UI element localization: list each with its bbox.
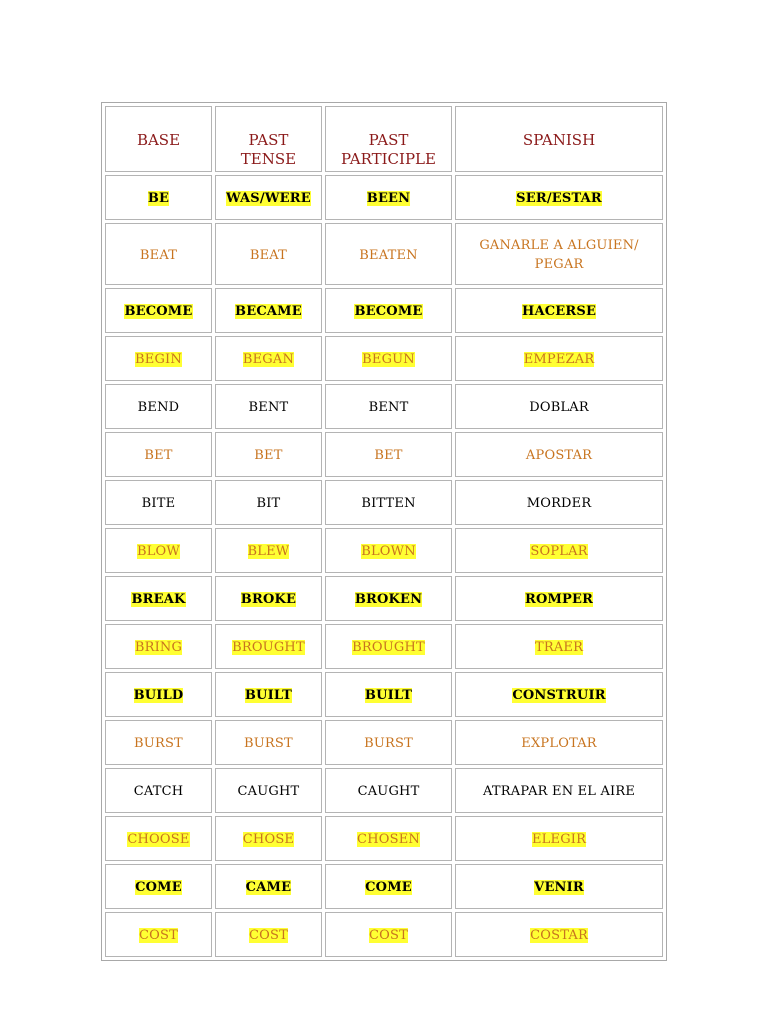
cell-base [105,480,212,525]
verb-base: BURST [134,736,183,751]
cell-base [105,816,212,861]
verb-base: BUILD [133,688,184,703]
cell-spanish [455,672,663,717]
header-base [105,106,212,172]
table-row [105,864,663,909]
verb-base: BITE [141,496,176,511]
verb-past: BECAME [235,304,302,319]
verb-participle: BEGUN [362,352,415,367]
header-spanish [455,106,663,172]
verb-spanish: SER/ESTAR [516,191,602,206]
cell-base [105,528,212,573]
cell-base [105,624,212,669]
table-row [105,288,663,333]
cell-past [215,432,322,477]
verb-participle: BEATEN [359,247,418,263]
verb-spanish: GANARLE A ALGUIEN/ PEGAR [479,238,639,272]
cell-base [105,912,212,957]
verb-past: BIT [256,496,281,511]
verb-spanish: COSTAR [530,928,588,943]
verb-participle: CHOSEN [357,832,420,847]
verb-base: BEAT [139,247,178,263]
cell-participle [325,720,452,765]
cell-past [215,528,322,573]
cell-base [105,720,212,765]
cell-past [215,720,322,765]
verb-base: COME [135,880,182,895]
verb-past: BEGAN [242,352,295,367]
header-past-participle [325,106,452,172]
verb-participle: COST [369,928,408,943]
cell-spanish [455,288,663,333]
cell-spanish [455,576,663,621]
table-row [105,576,663,621]
irregular-verbs-table [101,102,667,961]
verb-spanish: CONSTRUIR [512,688,606,703]
verb-participle: BENT [368,400,409,415]
cell-past [215,384,322,429]
cell-base [105,384,212,429]
table-row [105,624,663,669]
cell-spanish [455,384,663,429]
verb-spanish: MORDER [526,496,592,511]
verb-spanish: SOPLAR [530,544,588,559]
cell-participle [325,912,452,957]
verb-spanish: EMPEZAR [523,352,595,367]
verb-past: COST [248,928,288,943]
cell-base [105,175,212,220]
header-past-tense-label: PAST TENSE [240,131,297,168]
table-row [105,768,663,813]
verb-spanish: EXPLOTAR [521,736,597,751]
verb-base: BEND [137,400,180,415]
cell-participle [325,175,452,220]
cell-participle [325,528,452,573]
verb-base: BREAK [131,592,186,607]
verb-participle: BECOME [354,304,423,319]
verb-base: BE [147,191,170,206]
cell-participle [325,624,452,669]
verb-participle: BURST [364,736,413,751]
cell-base [105,864,212,909]
verb-participle: BROKEN [354,592,423,607]
table-row [105,384,663,429]
verb-spanish: APOSTAR [525,448,593,463]
table-row [105,672,663,717]
verb-past: BURST [244,736,293,751]
cell-participle [325,576,452,621]
header-past-tense [215,106,322,172]
cell-participle [325,384,452,429]
cell-spanish [455,223,663,285]
cell-base [105,336,212,381]
verb-participle: BITTEN [361,496,416,511]
cell-spanish [455,175,663,220]
verb-base: BECOME [124,304,193,319]
cell-base [105,432,212,477]
verb-participle: COME [365,880,412,895]
cell-past [215,336,322,381]
verb-spanish: ROMPER [524,592,594,607]
table-row [105,336,663,381]
verb-base: BLOW [136,544,180,559]
cell-base [105,672,212,717]
verb-past: BENT [248,400,289,415]
verb-participle: BLOWN [361,544,416,559]
verb-spanish: DOBLAR [529,400,589,415]
verb-spanish: TRAER [534,640,584,655]
cell-past [215,288,322,333]
cell-past [215,576,322,621]
table-row [105,480,663,525]
verb-participle: BUILT [364,688,413,703]
verb-past: CAUGHT [237,784,300,799]
cell-participle [325,336,452,381]
verb-past: BET [254,448,283,463]
cell-spanish [455,528,663,573]
cell-spanish [455,432,663,477]
cell-past [215,223,322,285]
verb-base: CATCH [133,784,184,799]
cell-past [215,624,322,669]
cell-past [215,912,322,957]
table-row [105,432,663,477]
cell-participle [325,223,452,285]
table-row [105,720,663,765]
verb-participle: BET [374,448,403,463]
verb-base: BET [144,448,173,463]
cell-spanish [455,480,663,525]
verb-base: BEGIN [135,352,182,367]
cell-participle [325,480,452,525]
cell-past [215,175,322,220]
cell-participle [325,432,452,477]
header-spanish-label: SPANISH [522,131,596,149]
table-row [105,175,663,220]
header-past-participle-label: PAST PARTICIPLE [341,131,436,168]
cell-participle [325,816,452,861]
cell-participle [325,672,452,717]
cell-participle [325,768,452,813]
verb-past: BLEW [247,544,290,559]
cell-spanish [455,864,663,909]
verb-past: BEAT [249,247,288,263]
cell-spanish [455,768,663,813]
table-row [105,223,663,285]
verb-participle: BROUGHT [352,640,425,655]
cell-spanish [455,912,663,957]
cell-past [215,768,322,813]
verb-past: BUILT [244,688,293,703]
verb-spanish: HACERSE [521,304,597,319]
cell-spanish [455,336,663,381]
table-header-row [105,106,663,172]
verb-base: CHOOSE [127,832,190,847]
cell-base [105,768,212,813]
cell-base [105,576,212,621]
table-row [105,816,663,861]
cell-spanish [455,624,663,669]
table-row [105,912,663,957]
verb-spanish: ELEGIR [531,832,587,847]
header-base-label: BASE [136,131,181,149]
verb-past: CAME [245,880,292,895]
table-row [105,528,663,573]
verb-participle: CAUGHT [357,784,420,799]
cell-past [215,672,322,717]
cell-past [215,480,322,525]
verb-past: WAS/WERE [226,191,311,206]
verb-past: BROKE [240,592,297,607]
cell-past [215,816,322,861]
verb-past: CHOSE [242,832,295,847]
cell-spanish [455,816,663,861]
cell-participle [325,864,452,909]
verb-base: BRING [134,640,183,655]
verb-base: COST [138,928,178,943]
cell-past [215,864,322,909]
cell-spanish [455,720,663,765]
verb-past: BROUGHT [232,640,305,655]
cell-base [105,223,212,285]
verb-participle: BEEN [366,191,411,206]
cell-participle [325,288,452,333]
verb-spanish: VENIR [534,880,584,895]
verb-spanish: ATRAPAR EN EL AIRE [483,784,636,799]
cell-base [105,288,212,333]
